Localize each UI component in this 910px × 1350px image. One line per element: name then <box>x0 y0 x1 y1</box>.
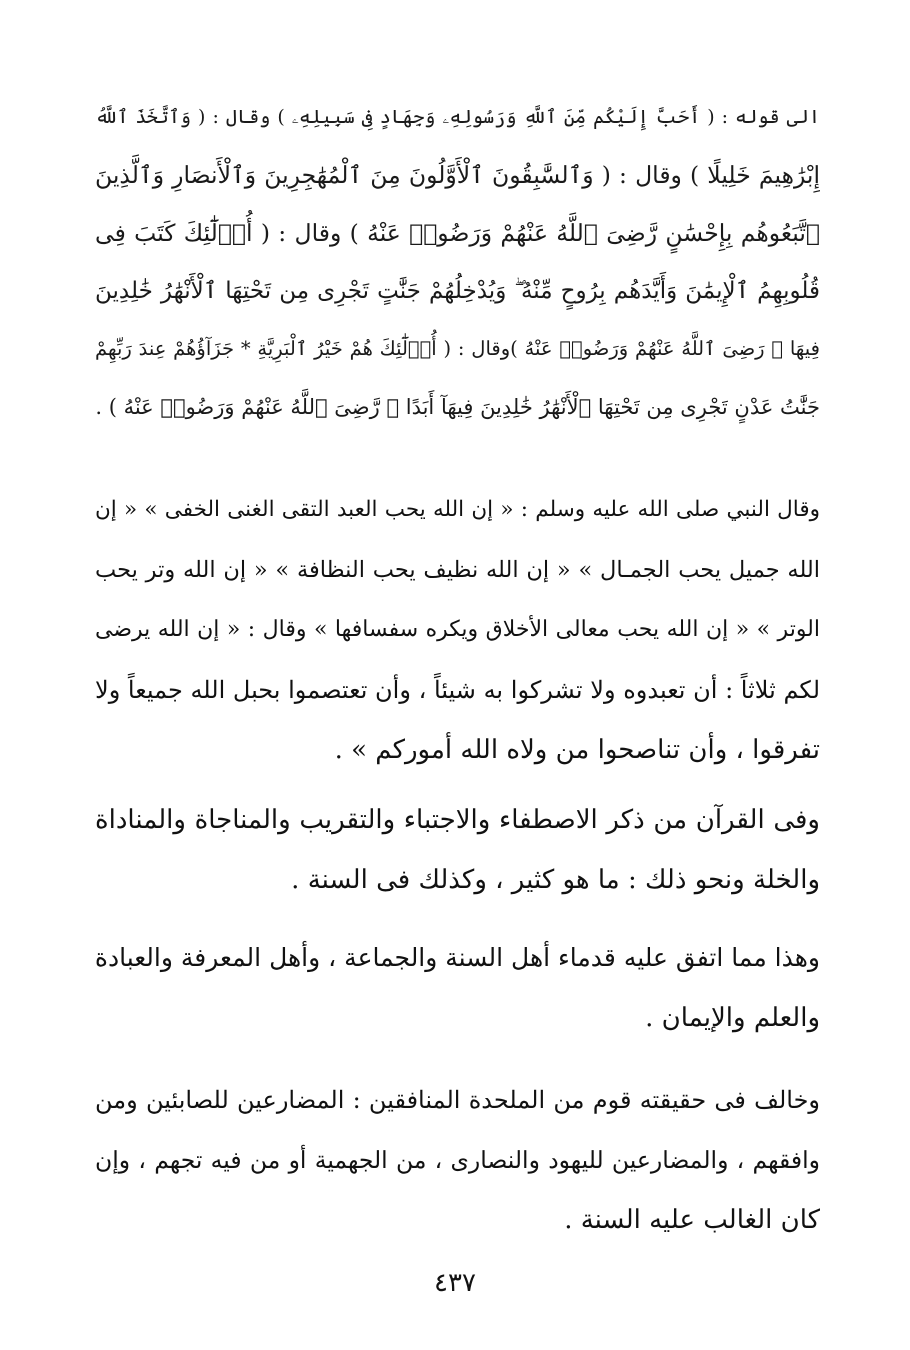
text-line: والعلم والإيمان . <box>645 1003 820 1033</box>
text-line: الى قوله : ( أَحَبَّ إِلَيْكُم مِّنَ ٱللَّهِ وَرَسُولِهِۦ وَجِهَادٍ فِى سَبِيلِهِۦ ) وقال : ( وَٱتَّخَذَ ٱللَّهُ <box>95 106 820 128</box>
paragraph-ahl-alsunna <box>95 928 820 1048</box>
text-line: تفرقوا ، وأن تناصحوا من ولاه الله أموركم » . <box>334 735 820 765</box>
text-line: الوتر » « إن الله يحب معالى الأخلاق ويكره سفسافها » وقال : « إن الله يرضى <box>95 617 820 642</box>
text-line: وافقهم ، والمضارعين لليهود والنصارى ، من الجهمية أو من فيه تجهم ، وإن <box>95 1146 820 1174</box>
text-line: فِيهَا ۚ رَضِىَ ٱللَّهُ عَنْهُمْ وَرَضُوا۟ عَنْهُ )وقال : ( أُو۟لَٰٓئِكَ هُمْ خَيْرُ ٱلْبَرِيَّةِ * جَزَآؤُهُمْ عِندَ رَبِّهِمْ <box>95 337 820 360</box>
text-line: جَنَّٰتُ عَدْنٍ تَجْرِى مِن تَحْتِهَا ٱلْأَنْهَٰرُ خَٰلِدِينَ فِيهَآ أَبَدًا ۖ رَّضِىَ ٱللَّهُ عَنْهُمْ وَرَضُوا۟ عَنْهُ ) . <box>95 395 820 419</box>
paragraph-opponents <box>95 1070 820 1250</box>
paragraph-hadith <box>95 480 820 780</box>
text-line: إِبْرَٰهِيمَ خَلِيلًا ) وقال : ( وَٱلسَّٰبِقُونَ ٱلْأَوَّلُونَ مِنَ ٱلْمُهَٰجِرِينَ وَٱلْأَنصَارِ وَٱلَّذِينَ <box>95 161 820 189</box>
text-line: وقال النبي صلى الله عليه وسلم : « إن الله يحب العبد التقى الغنى الخفى » « إن <box>95 497 820 522</box>
text-line: ٱتَّبَعُوهُم بِإِحْسَٰنٍ رَّضِىَ ٱللَّهُ عَنْهُمْ وَرَضُوا۟ عَنْهُ ) وقال : ( أُو۟لَٰٓئِكَ كَتَبَ فِى <box>95 219 820 247</box>
text-line: والخلة ونحو ذلك : ما هو كثير ، وكذلك فى السنة . <box>291 865 820 895</box>
text-line: الله جميل يحب الجمـال » « إن الله نظيف يحب النظافة » « إن الله وتر يحب <box>95 557 820 583</box>
text-line: قُلُوبِهِمُ ٱلْإِيمَٰنَ وَأَيَّدَهُم بِرُوحٍ مِّنْهُ ۖ وَيُدْخِلُهُمْ جَنَّٰتٍ تَجْرِى مِن تَحْتِهَا ٱلْأَنْهَٰرُ خَٰلِدِينَ <box>95 278 820 304</box>
paragraph-quran-mentions <box>95 790 820 910</box>
text-line: كان الغالب عليه السنة . <box>564 1205 820 1235</box>
text-line: وفى القرآن من ذكر الاصطفاء والاجتباء والتقريب والمناجاة والمناداة <box>95 805 820 835</box>
text-line: وخالف فى حقيقته قوم من الملحدة المنافقين : المضارعين للصابئين ومن <box>95 1086 820 1114</box>
text-line: لكم ثلاثاً : أن تعبدوه ولا تشركوا به شيئاً ، وأن تعتصموا بحبل الله جميعاً ولا <box>95 676 820 704</box>
paragraph-quran-verses <box>95 88 820 436</box>
page-number: ٤٣٧ <box>434 1268 476 1298</box>
text-line: وهذا مما اتفق عليه قدماء أهل السنة والجماعة ، وأهل المعرفة والعبادة <box>95 943 820 972</box>
